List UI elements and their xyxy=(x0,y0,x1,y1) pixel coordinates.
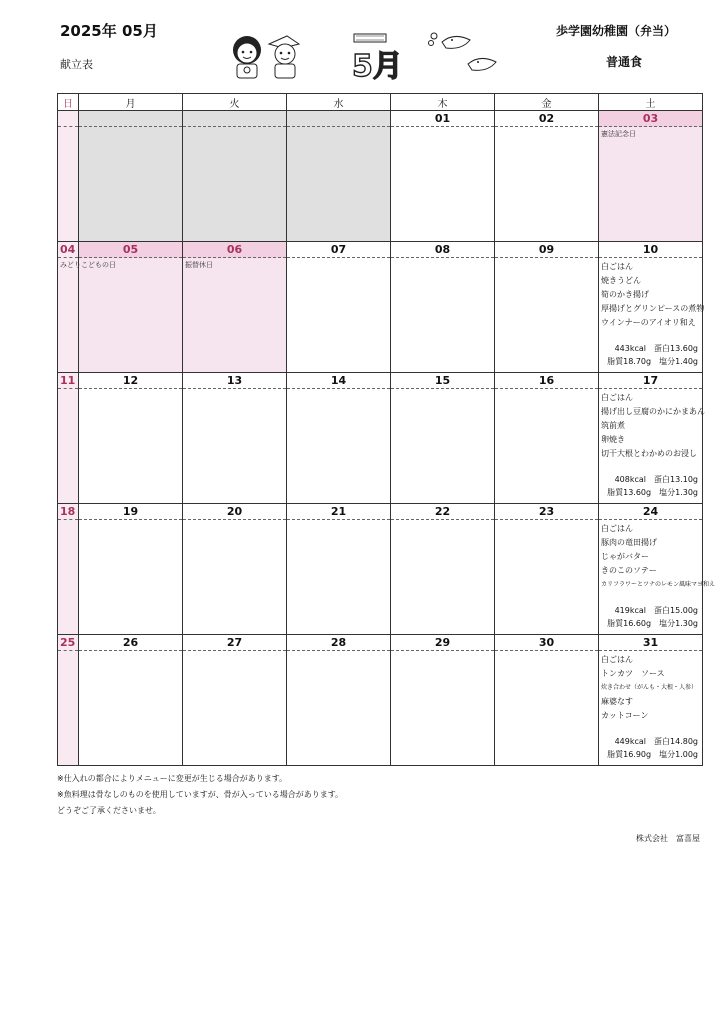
protein-value: 蛋白13.60g xyxy=(654,344,698,353)
calendar-day-sun xyxy=(58,635,79,766)
calendar-day-thu xyxy=(391,111,495,242)
menu-item: 麻婆なす xyxy=(601,697,633,706)
protein-value: 蛋白15.00g xyxy=(654,606,698,615)
day-number: 08 xyxy=(391,242,494,258)
menu-item: 白ごはん xyxy=(601,655,633,664)
calendar-day-thu xyxy=(391,635,495,766)
menu-item: 揚げ出し豆腐のかにかまあん xyxy=(601,407,705,416)
weekday-sun: 日 xyxy=(58,94,79,111)
calendar-day-wed xyxy=(287,373,391,504)
day-number: 17 xyxy=(599,373,702,389)
day-number xyxy=(183,111,286,127)
notes xyxy=(57,771,343,819)
menu-item: カリフラワーとツナのレモン風味マヨ和え xyxy=(601,581,716,588)
month-label: 5月 xyxy=(352,49,403,84)
nutrition-line xyxy=(601,604,700,617)
holiday-label: こどもの日 xyxy=(81,261,116,269)
calendar-day-sun xyxy=(58,504,79,635)
day-number: 15 xyxy=(391,373,494,389)
weekday-tue: 火 xyxy=(183,94,287,111)
children-illustration xyxy=(225,30,311,82)
calendar-day-thu xyxy=(391,504,495,635)
calendar-week-row xyxy=(58,111,703,242)
day-number: 18 xyxy=(58,504,78,520)
day-number: 25 xyxy=(58,635,78,651)
day-number: 07 xyxy=(287,242,390,258)
menu-item: ウインナーのアイオリ和え xyxy=(601,318,696,327)
fat-value: 脂質18.70g xyxy=(607,357,652,366)
note-line: ※仕入れの都合によりメニューに変更が生じる場合があります。 xyxy=(57,774,288,783)
birds-illustration xyxy=(428,26,500,76)
day-number: 06 xyxy=(183,242,286,258)
protein-value: 蛋白13.10g xyxy=(654,475,698,484)
menu-item: 卵焼き xyxy=(601,435,625,444)
calendar-day-tue xyxy=(183,504,287,635)
day-number: 09 xyxy=(495,242,598,258)
calendar-week-row xyxy=(58,242,703,373)
nutrition-line xyxy=(601,486,700,499)
day-number: 21 xyxy=(287,504,390,520)
day-number: 14 xyxy=(287,373,390,389)
nutrition-line xyxy=(601,748,700,761)
calendar-day-tue xyxy=(183,635,287,766)
school-name: 歩学園幼稚園（弁当） xyxy=(556,24,677,38)
menu-item: 筍のかき揚げ xyxy=(601,290,649,299)
salt-value: 塩分1.30g xyxy=(659,488,698,497)
kcal-value: 408kcal xyxy=(614,475,647,484)
menu-item: トンカツ ソース xyxy=(601,669,665,678)
calendar-week-row xyxy=(58,504,703,635)
calendar-day-thu xyxy=(391,373,495,504)
meal-plan-type: 普通食 xyxy=(606,55,643,69)
menu-item: 白ごはん xyxy=(601,524,633,533)
day-number: 24 xyxy=(599,504,702,520)
nutrition-line xyxy=(601,473,700,486)
day-number: 23 xyxy=(495,504,598,520)
day-number: 22 xyxy=(391,504,494,520)
menu-item: 白ごはん xyxy=(601,262,633,271)
day-number: 04 xyxy=(58,242,78,258)
calendar-day-sat xyxy=(599,504,716,635)
menu-item: じゃがバター xyxy=(601,552,649,561)
calendar-day-mon xyxy=(79,111,183,242)
calendar-day-tue xyxy=(183,111,287,242)
menu-item: 焼きうどん xyxy=(601,276,641,285)
kcal-value: 419kcal xyxy=(614,606,647,615)
weekday-mon: 月 xyxy=(79,94,183,111)
calendar-day-sun xyxy=(58,111,79,242)
menu-calendar xyxy=(57,93,716,766)
day-number: 03 xyxy=(599,111,702,127)
fat-value: 脂質13.60g xyxy=(607,488,652,497)
weekday-wed: 水 xyxy=(287,94,391,111)
calendar-day-wed xyxy=(287,242,391,373)
calendar-day-fri xyxy=(495,242,599,373)
calendar-day-fri xyxy=(495,373,599,504)
calendar-day-wed xyxy=(287,635,391,766)
fat-value: 脂質16.60g xyxy=(607,619,652,628)
calendar-day-tue xyxy=(183,242,287,373)
may-month-illustration xyxy=(348,32,403,84)
calendar-day-wed xyxy=(287,504,391,635)
calendar-day-sat xyxy=(599,111,703,242)
day-number: 31 xyxy=(599,635,702,651)
day-number xyxy=(79,111,182,127)
calendar-week-row xyxy=(58,635,703,766)
menu-list xyxy=(599,258,705,368)
day-number: 27 xyxy=(183,635,286,651)
day-number: 10 xyxy=(599,242,702,258)
menu-item: 豚肉の竜田揚げ xyxy=(601,538,657,547)
calendar-day-sat xyxy=(599,373,703,504)
page-subtitle: 献立表 xyxy=(60,58,93,71)
day-number: 01 xyxy=(391,111,494,127)
day-number: 28 xyxy=(287,635,390,651)
weekday-thu: 木 xyxy=(391,94,495,111)
calendar-day-fri xyxy=(495,635,599,766)
company-name: 株式会社 富喜屋 xyxy=(636,834,700,843)
menu-item: 白ごはん xyxy=(601,393,633,402)
calendar-day-sun xyxy=(58,373,79,504)
day-number: 26 xyxy=(79,635,182,651)
kcal-value: 449kcal xyxy=(614,737,647,746)
menu-item: 厚揚げとグリンピースの煮物 xyxy=(601,304,705,313)
day-number xyxy=(58,111,78,127)
nutrition-line xyxy=(601,355,700,368)
calendar-day-mon xyxy=(79,504,183,635)
day-number: 13 xyxy=(183,373,286,389)
salt-value: 塩分1.40g xyxy=(659,357,698,366)
calendar-day-fri xyxy=(495,504,599,635)
calendar-day-wed xyxy=(287,111,391,242)
day-number: 20 xyxy=(183,504,286,520)
fat-value: 脂質16.90g xyxy=(607,750,652,759)
menu-item: 炊き合わせ（がんも・大根・人参） xyxy=(601,684,698,691)
kcal-value: 443kcal xyxy=(614,344,647,353)
note-line: ※魚料理は骨なしのものを使用していますが、骨が入っている場合があります。 xyxy=(57,790,344,799)
calendar-day-mon xyxy=(79,373,183,504)
calendar-day-sat xyxy=(599,242,703,373)
calendar-day-tue xyxy=(183,373,287,504)
nutrition-line xyxy=(601,735,700,748)
menu-item: きのこのソテー xyxy=(601,566,657,575)
day-number: 19 xyxy=(79,504,182,520)
calendar-day-sat xyxy=(599,635,703,766)
menu-item: カットコーン xyxy=(601,711,649,720)
day-number: 05 xyxy=(79,242,182,258)
day-number: 11 xyxy=(58,373,78,389)
holiday-label: 憲法記念日 xyxy=(601,130,636,138)
weekday-fri: 金 xyxy=(495,94,599,111)
calendar-day-fri xyxy=(495,111,599,242)
page-title: 2025年 05月 xyxy=(60,22,158,40)
weekday-header-row xyxy=(58,94,703,111)
day-number: 16 xyxy=(495,373,598,389)
menu-list xyxy=(599,651,702,761)
nutrition-line xyxy=(601,342,700,355)
calendar-day-sun xyxy=(58,242,79,373)
menu-item: 筑前煮 xyxy=(601,421,625,430)
nutrition-line xyxy=(601,617,700,630)
calendar-day-mon xyxy=(79,242,183,373)
salt-value: 塩分1.00g xyxy=(659,750,698,759)
day-number: 30 xyxy=(495,635,598,651)
menu-list xyxy=(599,389,705,499)
holiday-label: みどり xyxy=(60,261,81,269)
calendar-day-mon xyxy=(79,635,183,766)
day-number: 02 xyxy=(495,111,598,127)
day-number: 29 xyxy=(391,635,494,651)
day-number: 12 xyxy=(79,373,182,389)
note-line: どうぞご了承くださいませ。 xyxy=(57,806,161,815)
calendar-day-thu xyxy=(391,242,495,373)
salt-value: 塩分1.30g xyxy=(659,619,698,628)
day-number xyxy=(287,111,390,127)
weekday-sat: 土 xyxy=(599,94,703,111)
protein-value: 蛋白14.80g xyxy=(654,737,698,746)
holiday-label: 振替休日 xyxy=(185,261,213,269)
menu-list xyxy=(599,520,716,630)
calendar-week-row xyxy=(58,373,703,504)
menu-item: 切干大根とわかめのお浸し xyxy=(601,449,697,458)
